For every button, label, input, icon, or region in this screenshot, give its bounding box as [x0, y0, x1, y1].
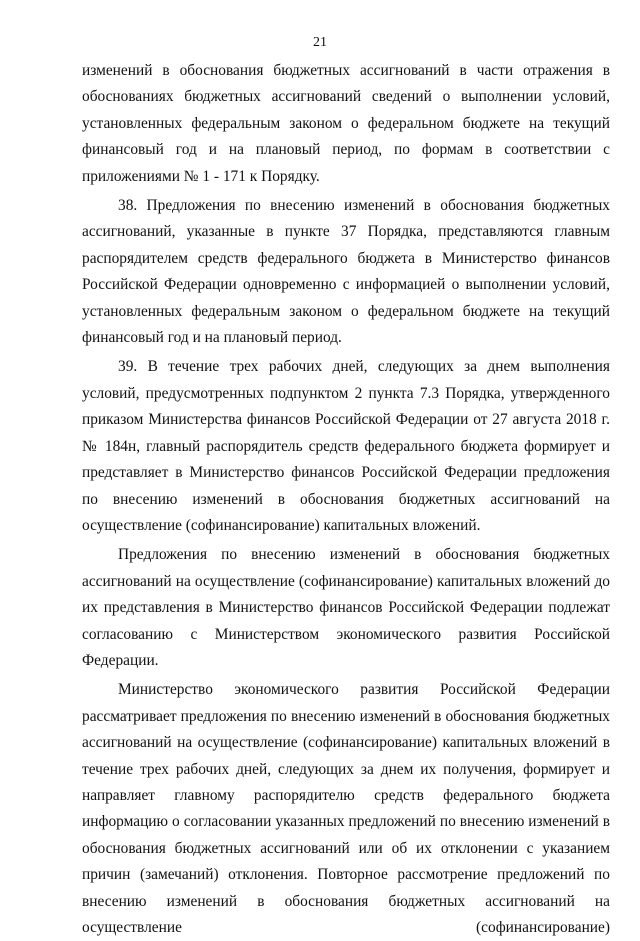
page-number: 21 — [313, 35, 327, 50]
paragraph-item-38: 38. Предложения по внесению изменений в обоснования бюджетных ассигнований, указанные в пункте 37 Порядка, представляются главным распорядителем средств федерального бюджета в Министерство финансов Российской Федерации одновременно с информацией о выполнении условий, установленных федеральным законом о федеральном бюджете на текущий финансовый год и на плановый период. — [82, 197, 610, 347]
document-body — [82, 58, 610, 941]
paragraph-approval: Предложения по внесению изменений в обоснования бюджетных ассигнований на осуществление (софинансирование) капитальных вложений до их представления в Министерство финансов Российской Федерации подлежат согласованию с Министерством экономического развития Российской Федерации. — [82, 546, 610, 669]
paragraph-item-39: 39. В течение трех рабочих дней, следующих за днем выполнения условий, предусмотренных подпунктом 2 пункта 7.3 Порядка, утвержденного приказом Министерства финансов Российской Федерации от 27 августа 2018 г. № 184н, главный распорядитель средств федерального бюджета формирует и представляет в Министерство финансов Российской Федерации предложения по внесению изменений в обоснования бюджетных ассигнований на осуществление (софинансирование) капитальных вложений. — [82, 358, 610, 534]
paragraph-ministry-review: Министерство экономического развития Российской Федерации рассматривает предложения по внесению изменений в обоснования бюджетных ассигнований на осуществление (софинансирование) капитальных вложений в течение трех рабочих дней, следующих за днем их получения, формирует и направляет главному распорядителю средств федерального бюджета информацию о согласовании указанных предложений по внесению изменений в обоснования бюджетных ассигнований или об их отклонении с указанием причин (замечаний) отклонения. Повторное рассмотрение предложений по внесению изменений в обоснования бюджетных ассигнований на осуществление (софинансирование) — [82, 681, 610, 936]
paragraph-continuation: изменений в обоснования бюджетных ассигнований в части отражения в обоснованиях бюджетных ассигнований сведений о выполнении условий, установленных федеральным законом о федеральном бюджете на текущий финансовый год и на плановый период, по формам в соответствии с приложениями № 1 - 171 к Порядку. — [82, 62, 610, 185]
